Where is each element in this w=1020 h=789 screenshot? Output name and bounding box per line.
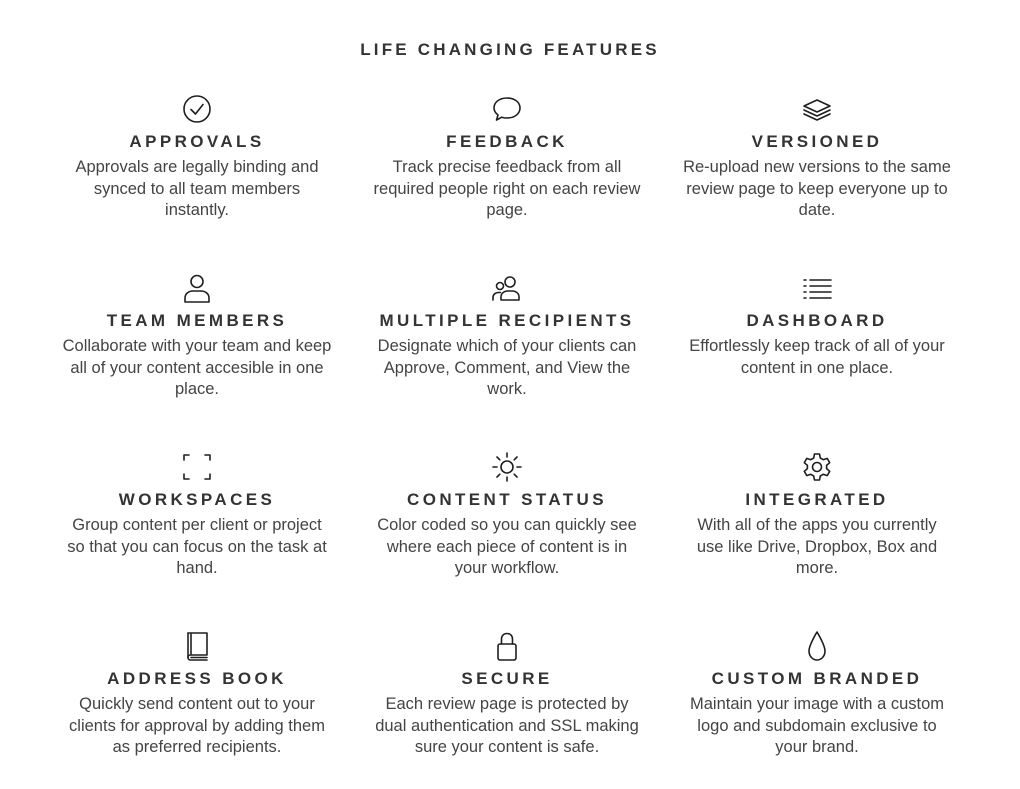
feature-title: CONTENT STATUS	[407, 490, 607, 509]
feature-description: Re-upload new versions to the same review page to keep everyone up to date.	[683, 158, 951, 219]
sun-icon	[490, 450, 524, 484]
feature-title: ADDRESS BOOK	[107, 669, 287, 688]
feature-versioned	[662, 92, 972, 271]
feature-title: SECURE	[461, 669, 553, 688]
feature-title: INTEGRATED	[745, 490, 889, 509]
feature-team-members	[42, 271, 352, 450]
feature-description: Effortlessly keep track of all of your content in one place.	[689, 337, 945, 377]
feature-title: APPROVALS	[129, 132, 265, 151]
feature-description: Approvals are legally binding and synced to all team members instantly.	[75, 158, 319, 219]
feature-title: TEAM MEMBERS	[106, 311, 288, 330]
drop-icon	[800, 629, 834, 663]
check-circle-icon	[180, 92, 214, 126]
feature-integrated	[662, 450, 972, 629]
feature-title: DASHBOARD	[746, 311, 888, 330]
feature-custom-branded	[662, 629, 972, 789]
feature-description: Group content per client or project so that you can focus on the task at hand.	[67, 516, 327, 577]
feature-description: With all of the apps you currently use like Drive, Dropbox, Box and more.	[696, 516, 938, 577]
focus-frame-icon	[180, 450, 214, 484]
feature-title: VERSIONED	[751, 132, 883, 151]
speech-bubble-icon	[490, 92, 524, 126]
feature-content-status	[352, 450, 662, 629]
feature-title: MULTIPLE RECIPIENTS	[379, 311, 635, 330]
lock-icon	[490, 629, 524, 663]
layers-icon	[800, 92, 834, 126]
feature-title: FEEDBACK	[446, 132, 568, 151]
book-icon	[180, 629, 214, 663]
feature-title: CUSTOM BRANDED	[711, 669, 923, 688]
feature-description: Each review page is protected by dual authentication and SSL making sure your content is safe.	[375, 695, 639, 756]
feature-description: Collaborate with your team and keep all of your content accesible in one place.	[62, 337, 332, 398]
feature-description: Maintain your image with a custom logo and subdomain exclusive to your brand.	[689, 695, 945, 756]
list-icon	[800, 271, 834, 305]
features-grid	[42, 92, 972, 789]
feature-description: Quickly send content out to your clients for approval by adding them as preferred recipients.	[69, 695, 325, 756]
feature-description: Track precise feedback from all required people right on each review page.	[373, 158, 641, 219]
feature-dashboard	[662, 271, 972, 450]
feature-title: WORKSPACES	[118, 490, 276, 509]
feature-workspaces	[42, 450, 352, 629]
users-icon	[490, 271, 524, 305]
feature-feedback	[352, 92, 662, 271]
section-title: LIFE CHANGING FEATURES	[360, 40, 660, 59]
feature-approvals	[42, 92, 352, 271]
feature-secure	[352, 629, 662, 789]
feature-address-book	[42, 629, 352, 789]
gear-icon	[800, 450, 834, 484]
feature-description: Designate which of your clients can Approve, Comment, and View the work.	[377, 337, 637, 398]
feature-multiple-recipients	[352, 271, 662, 450]
feature-description: Color coded so you can quickly see where each piece of content is in your workflow.	[377, 516, 637, 577]
user-icon	[180, 271, 214, 305]
